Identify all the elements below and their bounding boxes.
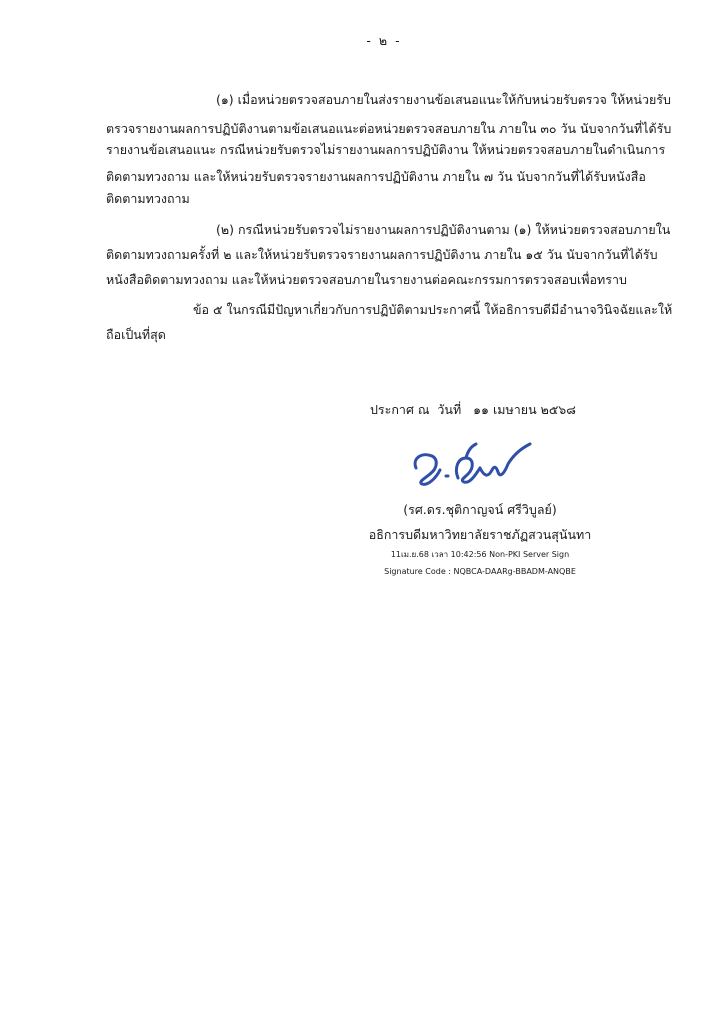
announcement-date: ประกาศ ณ วันที่ ๑๑ เมษายน ๒๕๖๘ — [370, 402, 576, 417]
body-line: ติดตามทวงถาม — [106, 191, 190, 206]
body-line: ถือเป็นที่สุด — [106, 327, 166, 342]
body-line: หนังสือติดตามทวงถาม และให้หน่วยตรวจสอบภายในรายงานต่อคณะกรรมการตรวจสอบเพื่อทราบ — [106, 272, 627, 287]
body-line: ติดตามทวงถาม และให้หน่วยรับตรวจรายงานผลการปฏิบัติงาน ภายใน ๗ วัน นับจากวันที่ได้รับหนังสือ — [106, 169, 646, 184]
signatory-name: (รศ.ดร.ชุติกาญจน์ ศรีวิบูลย์) — [403, 502, 557, 517]
body-line: รายงานข้อเสนอแนะ กรณีหน่วยรับตรวจไม่รายงานผลการปฏิบัติงาน ให้หน่วยตรวจสอบภายในดำเนินการ — [106, 142, 666, 157]
body-line: ข้อ ๕ ในกรณีมีปัญหาเกี่ยวกับการปฏิบัติตามประกาศนี้ ให้อธิการบดีมีอำนาจวินิจฉัยและให้ — [193, 302, 673, 317]
body-line: (๑) เมื่อหน่วยตรวจสอบภายในส่งรายงานข้อเสนอแนะให้กับหน่วยรับตรวจ ให้หน่วยรับ — [216, 92, 671, 107]
signatory-position: อธิการบดีมหาวิทยาลัยราชภัฏสวนสุนันทา — [368, 527, 592, 542]
body-line: ตรวจรายงานผลการปฏิบัติงานตามข้อเสนอแนะต่อหน่วยตรวจสอบภายใน ภายใน ๓๐ วัน นับจากวันที่ได้รับ — [106, 121, 672, 136]
signature-code: Signature Code : NQBCA-DAARg-BBADM-ANQBE — [384, 567, 576, 576]
page-number: - ๒ - — [366, 33, 400, 48]
body-line: (๒) กรณีหน่วยรับตรวจไม่รายงานผลการปฏิบัติงานตาม (๑) ให้หน่วยตรวจสอบภายใน — [216, 222, 671, 237]
body-line: ติดตามทวงถามครั้งที่ ๒ และให้หน่วยรับตรวจรายงานผลการปฏิบัติงาน ภายใน ๑๕ วัน นับจากวันที่ได้รับ — [106, 247, 658, 262]
signature-image — [408, 438, 536, 490]
sign-timestamp: 11เม.ย.68 เวลา 10:42:56 Non-PKI Server Sign — [390, 550, 570, 559]
